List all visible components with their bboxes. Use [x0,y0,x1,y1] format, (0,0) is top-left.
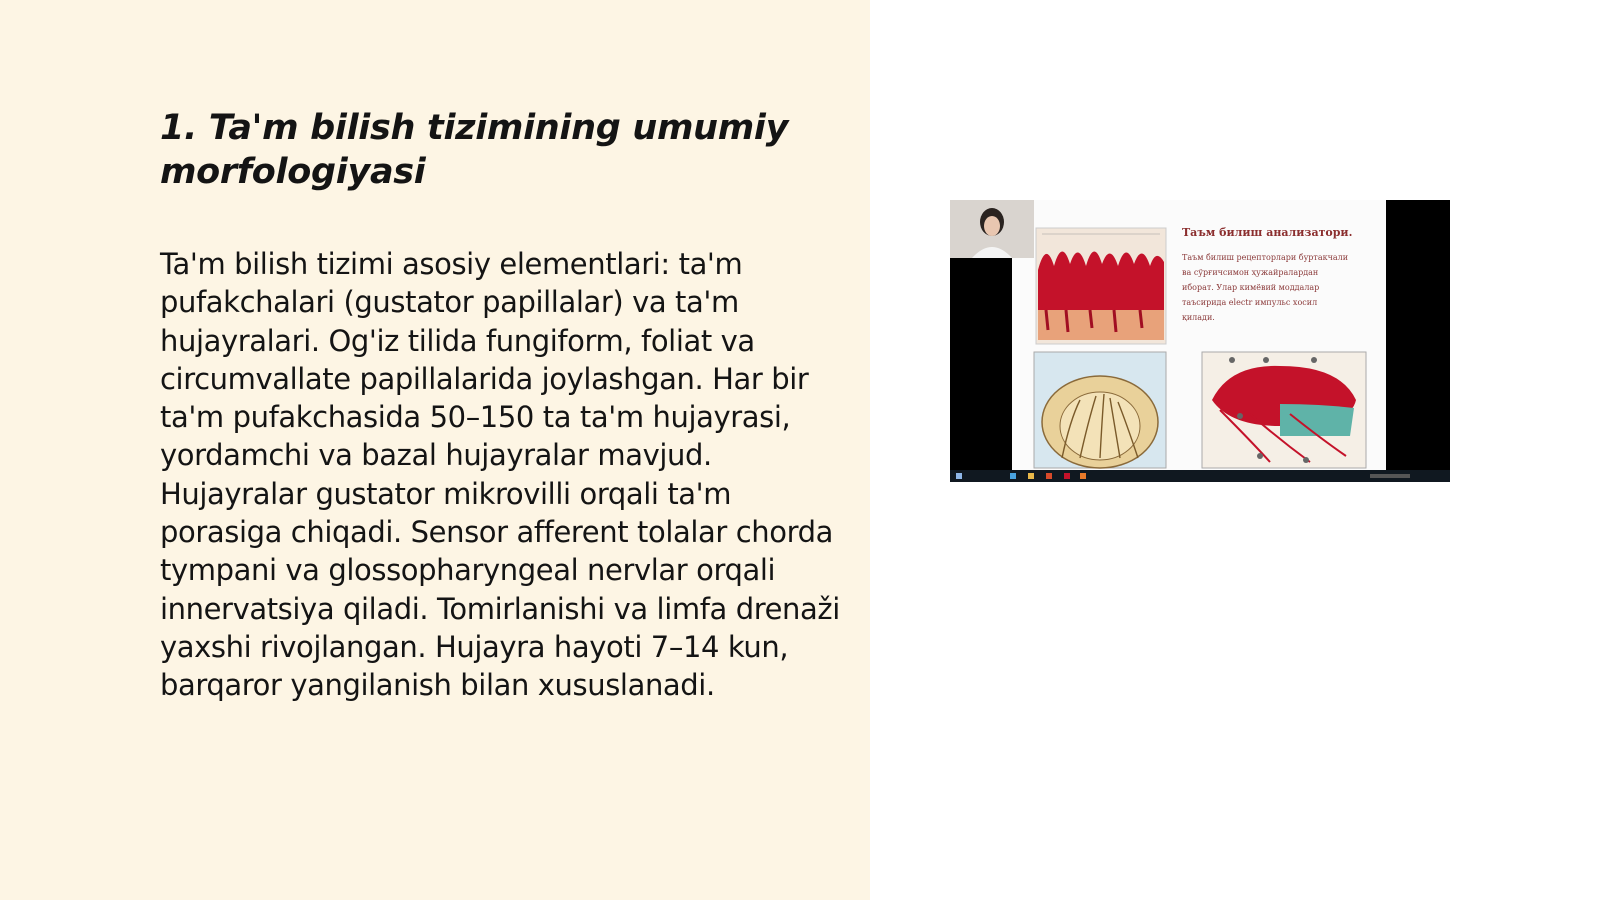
slide-body-text: Ta'm bilish tizimi asosiy elementlari: ta'm pufakchalari (gustator papillalar) va ta'm hujayralari. Og'iz tilida fungiform, foliat va circumvallate papillalarida joylashgan. Har bir ta'm pufakchasida 50–150 ta ta'm hujayrasi, yordamchi va bazal hujayralar mavjud. Hujayralar gustator mikrovilli orqali ta'm porasiga chiqadi. Sensor afferent tolalar chorda tympani va glossopharyngeal nervlar orqali innervatsiya qiladi. Tomirlanishi va limfa drenaži yaxshi rivojlangan. Hujayra hayoti 7–14 kun, barqaror yangilanish bilan xususlanadi. [160,247,840,703]
embedded-screenshot [950,200,1450,482]
screenshot-slide-caption: Таъм билиш рецепторлари буртакчали ва сўрғичсимон ҳужайралардан иборат. Улар кимёвий моддалар таъсирида electr импульс хосил қилади. [1182,253,1349,322]
screenshot-illustrations [950,200,1450,482]
screenshot-slide-title: Таъм билиш анализатори. [1182,226,1353,239]
taste-bud-illustration [1034,352,1166,468]
tongue-innervation-illustration [1202,352,1366,468]
screenshot-taskbar-icons [950,470,1450,482]
papilla-tissue-illustration [1036,228,1166,344]
screenshot-black-strip [1386,200,1450,470]
webcam-person [950,200,1034,258]
slide-title: 1. Ta'm bilish tizimining umumiy morfologiyasi [160,108,789,192]
